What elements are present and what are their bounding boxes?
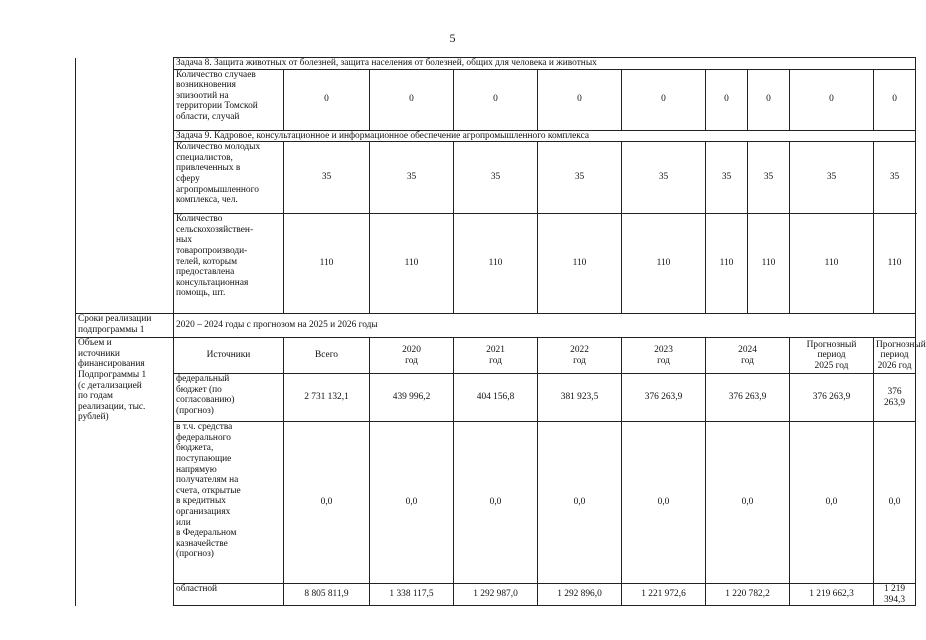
task8-indicator: Количество случаев возникновения эпизоотий на территории Томской области, случай <box>174 69 284 130</box>
task9-ind2-value-8: 110 <box>790 214 874 314</box>
task9-ind2-value-2: 110 <box>370 214 454 314</box>
fin-federal-2020: 439 996,2 <box>370 374 454 422</box>
task9-ind1-value-9: 35 <box>874 142 916 214</box>
task9-ind2-value-7: 110 <box>748 214 790 314</box>
empty-label-cell <box>76 58 174 70</box>
task8-value-2: 0 <box>370 69 454 130</box>
fin-source-federal-direct: в т.ч. средства федерального бюджета, поступающие напрямую получателям на счета, открытые в кредитных организациях или в Федеральном казначействе (прогноз) <box>174 422 284 584</box>
fin-header-total: Всего <box>284 338 370 374</box>
empty-label-cell <box>76 130 174 142</box>
task8-title: Задача 8. Защита животных от болезней, защита населения от болезней, общих для человека и животных <box>174 58 916 70</box>
fin-regional-2023: 1 221 972,6 <box>622 584 706 606</box>
fin-source-federal: федеральный бюджет (по согласованию) (прогноз) <box>174 374 284 422</box>
task9-ind2-value-5: 110 <box>622 214 706 314</box>
task8-value-5: 0 <box>622 69 706 130</box>
task9-title: Задача 9. Кадровое, консультационное и информационное обеспечение агропромышленного комплекса <box>174 130 916 142</box>
fin-federal-2022: 381 923,5 <box>538 374 622 422</box>
fin-direct-2020: 0,0 <box>370 422 454 584</box>
task9-ind1-value-4: 35 <box>538 142 622 214</box>
task9-ind1-value-3: 35 <box>454 142 538 214</box>
task9-ind1-value-5: 35 <box>622 142 706 214</box>
subprogram-table <box>75 57 926 606</box>
fin-regional-2026: 1 219 394,3 <box>874 584 916 606</box>
financing-label: Объем и источники финансирования Подпрограммы 1 (с детализацией по годам реализации, тыс. рублей) <box>76 338 174 606</box>
task8-value-7: 0 <box>748 69 790 130</box>
fin-regional-2025: 1 219 662,3 <box>790 584 874 606</box>
fin-source-regional: областной <box>174 584 284 606</box>
fin-header-2026: Прогнозный период 2026 год <box>874 338 916 374</box>
task8-value-9: 0 <box>874 69 916 130</box>
task9-ind2-value-6: 110 <box>706 214 748 314</box>
fin-header-2022: 2022 год <box>538 338 622 374</box>
task8-value-8: 0 <box>790 69 874 130</box>
fin-federal-2025: 376 263,9 <box>790 374 874 422</box>
task9-indicator-1: Количество молодых специалистов, привлеченных в сферу агропромышленного комплекса, чел. <box>174 142 284 214</box>
fin-regional-2022: 1 292 896,0 <box>538 584 622 606</box>
task9-ind1-value-7: 35 <box>748 142 790 214</box>
task8-value-3: 0 <box>454 69 538 130</box>
fin-regional-2020: 1 338 117,5 <box>370 584 454 606</box>
task9-ind2-value-9: 110 <box>874 214 916 314</box>
fin-direct-total: 0,0 <box>284 422 370 584</box>
task9-ind2-value-3: 110 <box>454 214 538 314</box>
fin-federal-2023: 376 263,9 <box>622 374 706 422</box>
task9-ind1-value-8: 35 <box>790 142 874 214</box>
fin-federal-2026: 376 263,9 <box>874 374 916 422</box>
fin-direct-2024: 0,0 <box>706 422 790 584</box>
terms-value: 2020 – 2024 годы с прогнозом на 2025 и 2026 годы <box>174 314 916 338</box>
fin-direct-2021: 0,0 <box>454 422 538 584</box>
task9-ind2-value-4: 110 <box>538 214 622 314</box>
terms-label: Сроки реализации подпрограммы 1 <box>76 314 174 338</box>
fin-header-2023: 2023 год <box>622 338 706 374</box>
fin-direct-2025: 0,0 <box>790 422 874 584</box>
task9-ind1-value-6: 35 <box>706 142 748 214</box>
fin-federal-total: 2 731 132,1 <box>284 374 370 422</box>
fin-regional-total: 8 805 811,9 <box>284 584 370 606</box>
fin-federal-2021: 404 156,8 <box>454 374 538 422</box>
fin-regional-2024: 1 220 782,2 <box>706 584 790 606</box>
task9-ind1-value-1: 35 <box>284 142 370 214</box>
fin-header-sources: Источники <box>174 338 284 374</box>
fin-header-2024: 2024 год <box>706 338 790 374</box>
fin-header-2025: Прогнозный период 2025 год <box>790 338 874 374</box>
fin-direct-2023: 0,0 <box>622 422 706 584</box>
task9-ind2-value-1: 110 <box>284 214 370 314</box>
empty-label-cell <box>76 214 174 314</box>
empty-label-cell <box>76 69 174 130</box>
task8-value-4: 0 <box>538 69 622 130</box>
empty-label-cell <box>76 142 174 214</box>
task8-value-1: 0 <box>284 69 370 130</box>
task8-value-6: 0 <box>706 69 748 130</box>
fin-header-2021: 2021 год <box>454 338 538 374</box>
fin-header-2020: 2020 год <box>370 338 454 374</box>
fin-regional-2021: 1 292 987,0 <box>454 584 538 606</box>
page-number: 5 <box>449 31 456 45</box>
task9-indicator-2: Количество сельскохозяйствен- ных товаропроизводи- телей, которым предоставлена консультационная помощь, шт. <box>174 214 284 314</box>
fin-direct-2026: 0,0 <box>874 422 916 584</box>
fin-federal-2024: 376 263,9 <box>706 374 790 422</box>
fin-direct-2022: 0,0 <box>538 422 622 584</box>
task9-ind1-value-2: 35 <box>370 142 454 214</box>
